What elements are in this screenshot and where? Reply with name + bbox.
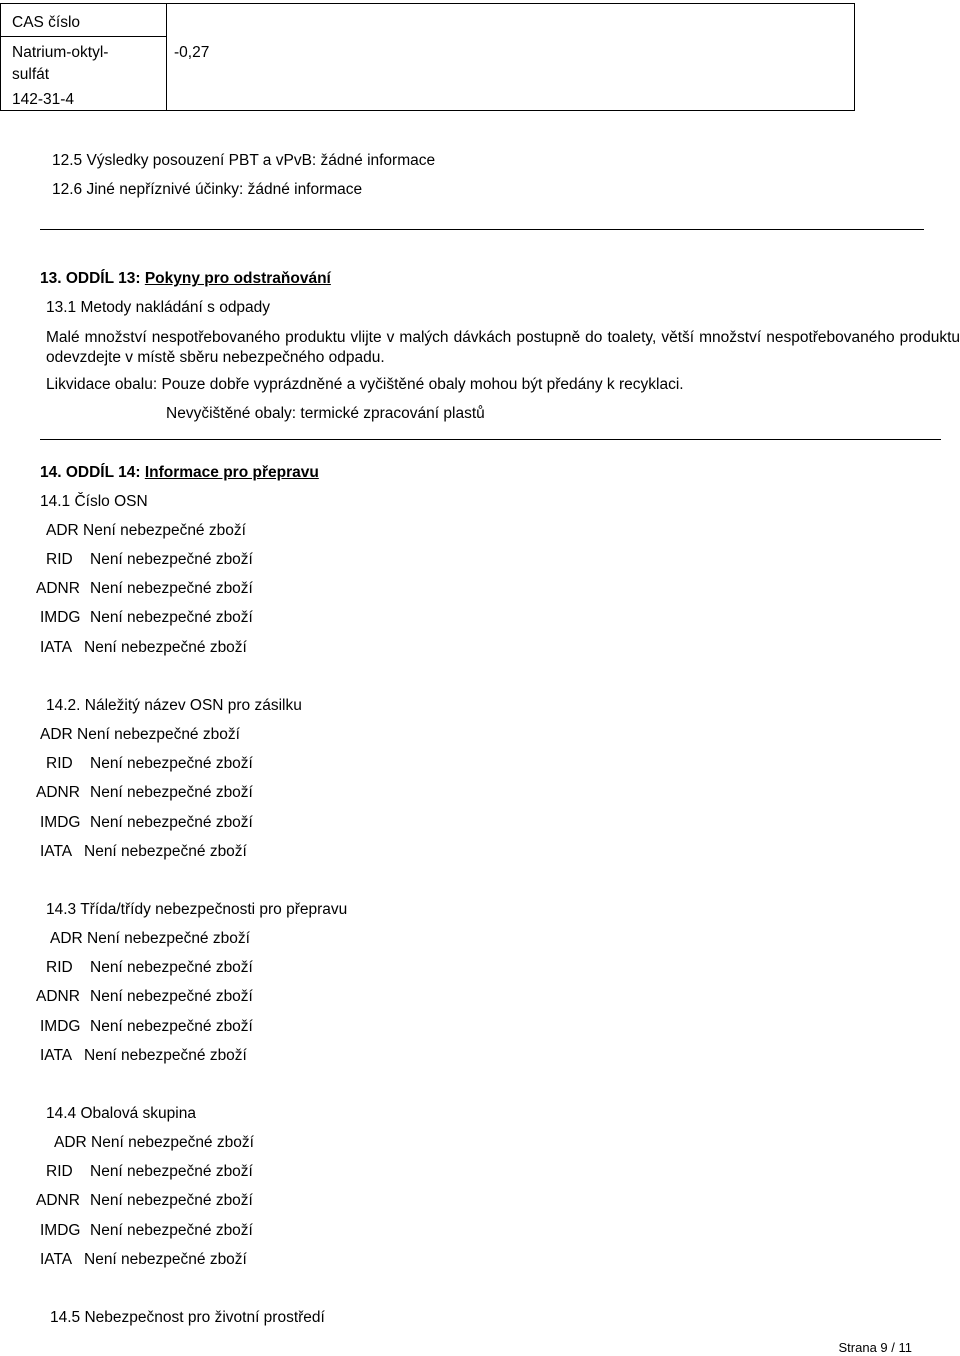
section14-item5: 14.5 Nebezpečnost pro životní prostředí bbox=[50, 1309, 325, 1326]
transport-mode: IMDG bbox=[40, 1018, 81, 1035]
transport-row bbox=[50, 930, 250, 948]
transport-value: Není nebezpečné zboží bbox=[84, 1251, 247, 1268]
section14-number: 14. ODDÍL 14: bbox=[40, 464, 141, 481]
transport-mode: IATA bbox=[40, 639, 73, 656]
section13-heading bbox=[40, 270, 331, 288]
transport-mode: RID bbox=[46, 551, 73, 568]
transport-value: Není nebezpečné zboží bbox=[90, 1163, 253, 1180]
subsection-title: 14.1 Číslo OSN bbox=[40, 493, 148, 510]
transport-value: Není nebezpečné zboží bbox=[83, 522, 246, 539]
substance-name-line1: Natrium-oktyl- bbox=[12, 44, 109, 61]
cas-table bbox=[0, 3, 855, 111]
section-divider bbox=[40, 439, 941, 440]
transport-mode: ADNR bbox=[36, 784, 80, 801]
transport-mode: IMDG bbox=[40, 814, 81, 831]
transport-value: Není nebezpečné zboží bbox=[90, 784, 253, 801]
section13-subtitle: 13.1 Metody nakládání s odpady bbox=[46, 299, 271, 316]
subsection-title: 14.2. Náležitý název OSN pro zásilku bbox=[46, 697, 302, 714]
cas-value: -0,27 bbox=[174, 44, 210, 61]
section13-title: Pokyny pro odstraňování bbox=[144, 270, 331, 287]
transport-value: Není nebezpečné zboží bbox=[84, 843, 247, 860]
section12-item5: 12.5 Výsledky posouzení PBT a vPvB: žádné informace bbox=[52, 152, 436, 169]
transport-mode: RID bbox=[46, 959, 73, 976]
section14-title: Informace pro přepravu bbox=[144, 464, 319, 481]
transport-mode: IATA bbox=[40, 1251, 73, 1268]
section-divider bbox=[40, 229, 924, 230]
transport-row bbox=[40, 726, 240, 744]
transport-value: Není nebezpečné zboží bbox=[87, 930, 250, 947]
transport-mode: ADR bbox=[46, 522, 79, 539]
subsection-title: 14.4 Obalová skupina bbox=[46, 1105, 196, 1122]
section13-paragraph: Malé množství nespotřebovaného produktu vlijte v malých dávkách postupně do toalety, větší množství nespotřebovaného produktu odevzdejte v místě sběru nebezpečného odpadu. bbox=[46, 329, 960, 366]
transport-mode: IMDG bbox=[40, 1222, 81, 1239]
transport-value: Není nebezpečné zboží bbox=[91, 1134, 254, 1151]
transport-mode: ADNR bbox=[36, 580, 80, 597]
substance-name-line2: sulfát bbox=[12, 66, 50, 83]
section14-heading bbox=[40, 464, 319, 482]
transport-value: Není nebezpečné zboží bbox=[90, 755, 253, 772]
transport-value: Není nebezpečné zboží bbox=[90, 814, 253, 831]
transport-mode: ADNR bbox=[36, 988, 80, 1005]
transport-mode: IATA bbox=[40, 1047, 73, 1064]
transport-value: Není nebezpečné zboží bbox=[84, 1047, 247, 1064]
transport-mode: ADR bbox=[40, 726, 73, 743]
transport-mode: IATA bbox=[40, 843, 73, 860]
packaging-disposal: Likvidace obalu: Pouze dobře vyprázdněné a vyčištěné obaly mohou být předány k recyklaci. bbox=[46, 376, 684, 393]
transport-value: Není nebezpečné zboží bbox=[84, 639, 247, 656]
transport-value: Není nebezpečné zboží bbox=[90, 1222, 253, 1239]
cas-number: 142-31-4 bbox=[12, 91, 75, 108]
section12-item6: 12.6 Jiné nepříznivé účinky: žádné informace bbox=[52, 181, 363, 198]
transport-mode: IMDG bbox=[40, 609, 81, 626]
transport-value: Není nebezpečné zboží bbox=[90, 959, 253, 976]
transport-value: Není nebezpečné zboží bbox=[90, 1018, 253, 1035]
subsection-title: 14.3 Třída/třídy nebezpečnosti pro přepravu bbox=[46, 901, 348, 918]
transport-row bbox=[46, 522, 246, 540]
transport-value: Není nebezpečné zboží bbox=[90, 988, 253, 1005]
section13-number: 13. ODDÍL 13: bbox=[40, 270, 141, 287]
table-divider bbox=[166, 4, 167, 110]
transport-mode: ADR bbox=[50, 930, 83, 947]
transport-mode: ADR bbox=[54, 1134, 87, 1151]
page-number: Strana 9 / 11 bbox=[838, 1340, 912, 1355]
table-divider bbox=[1, 36, 166, 37]
transport-value: Není nebezpečné zboží bbox=[77, 726, 240, 743]
transport-mode: RID bbox=[46, 755, 73, 772]
transport-row bbox=[54, 1134, 254, 1152]
transport-value: Není nebezpečné zboží bbox=[90, 551, 253, 568]
uncleaned-packaging: Nevyčištěné obaly: termické zpracování plastů bbox=[166, 405, 485, 422]
transport-value: Není nebezpečné zboží bbox=[90, 580, 253, 597]
transport-mode: RID bbox=[46, 1163, 73, 1180]
transport-value: Není nebezpečné zboží bbox=[90, 609, 253, 626]
transport-mode: ADNR bbox=[36, 1192, 80, 1209]
cas-header: CAS číslo bbox=[12, 14, 81, 31]
transport-value: Není nebezpečné zboží bbox=[90, 1192, 253, 1209]
